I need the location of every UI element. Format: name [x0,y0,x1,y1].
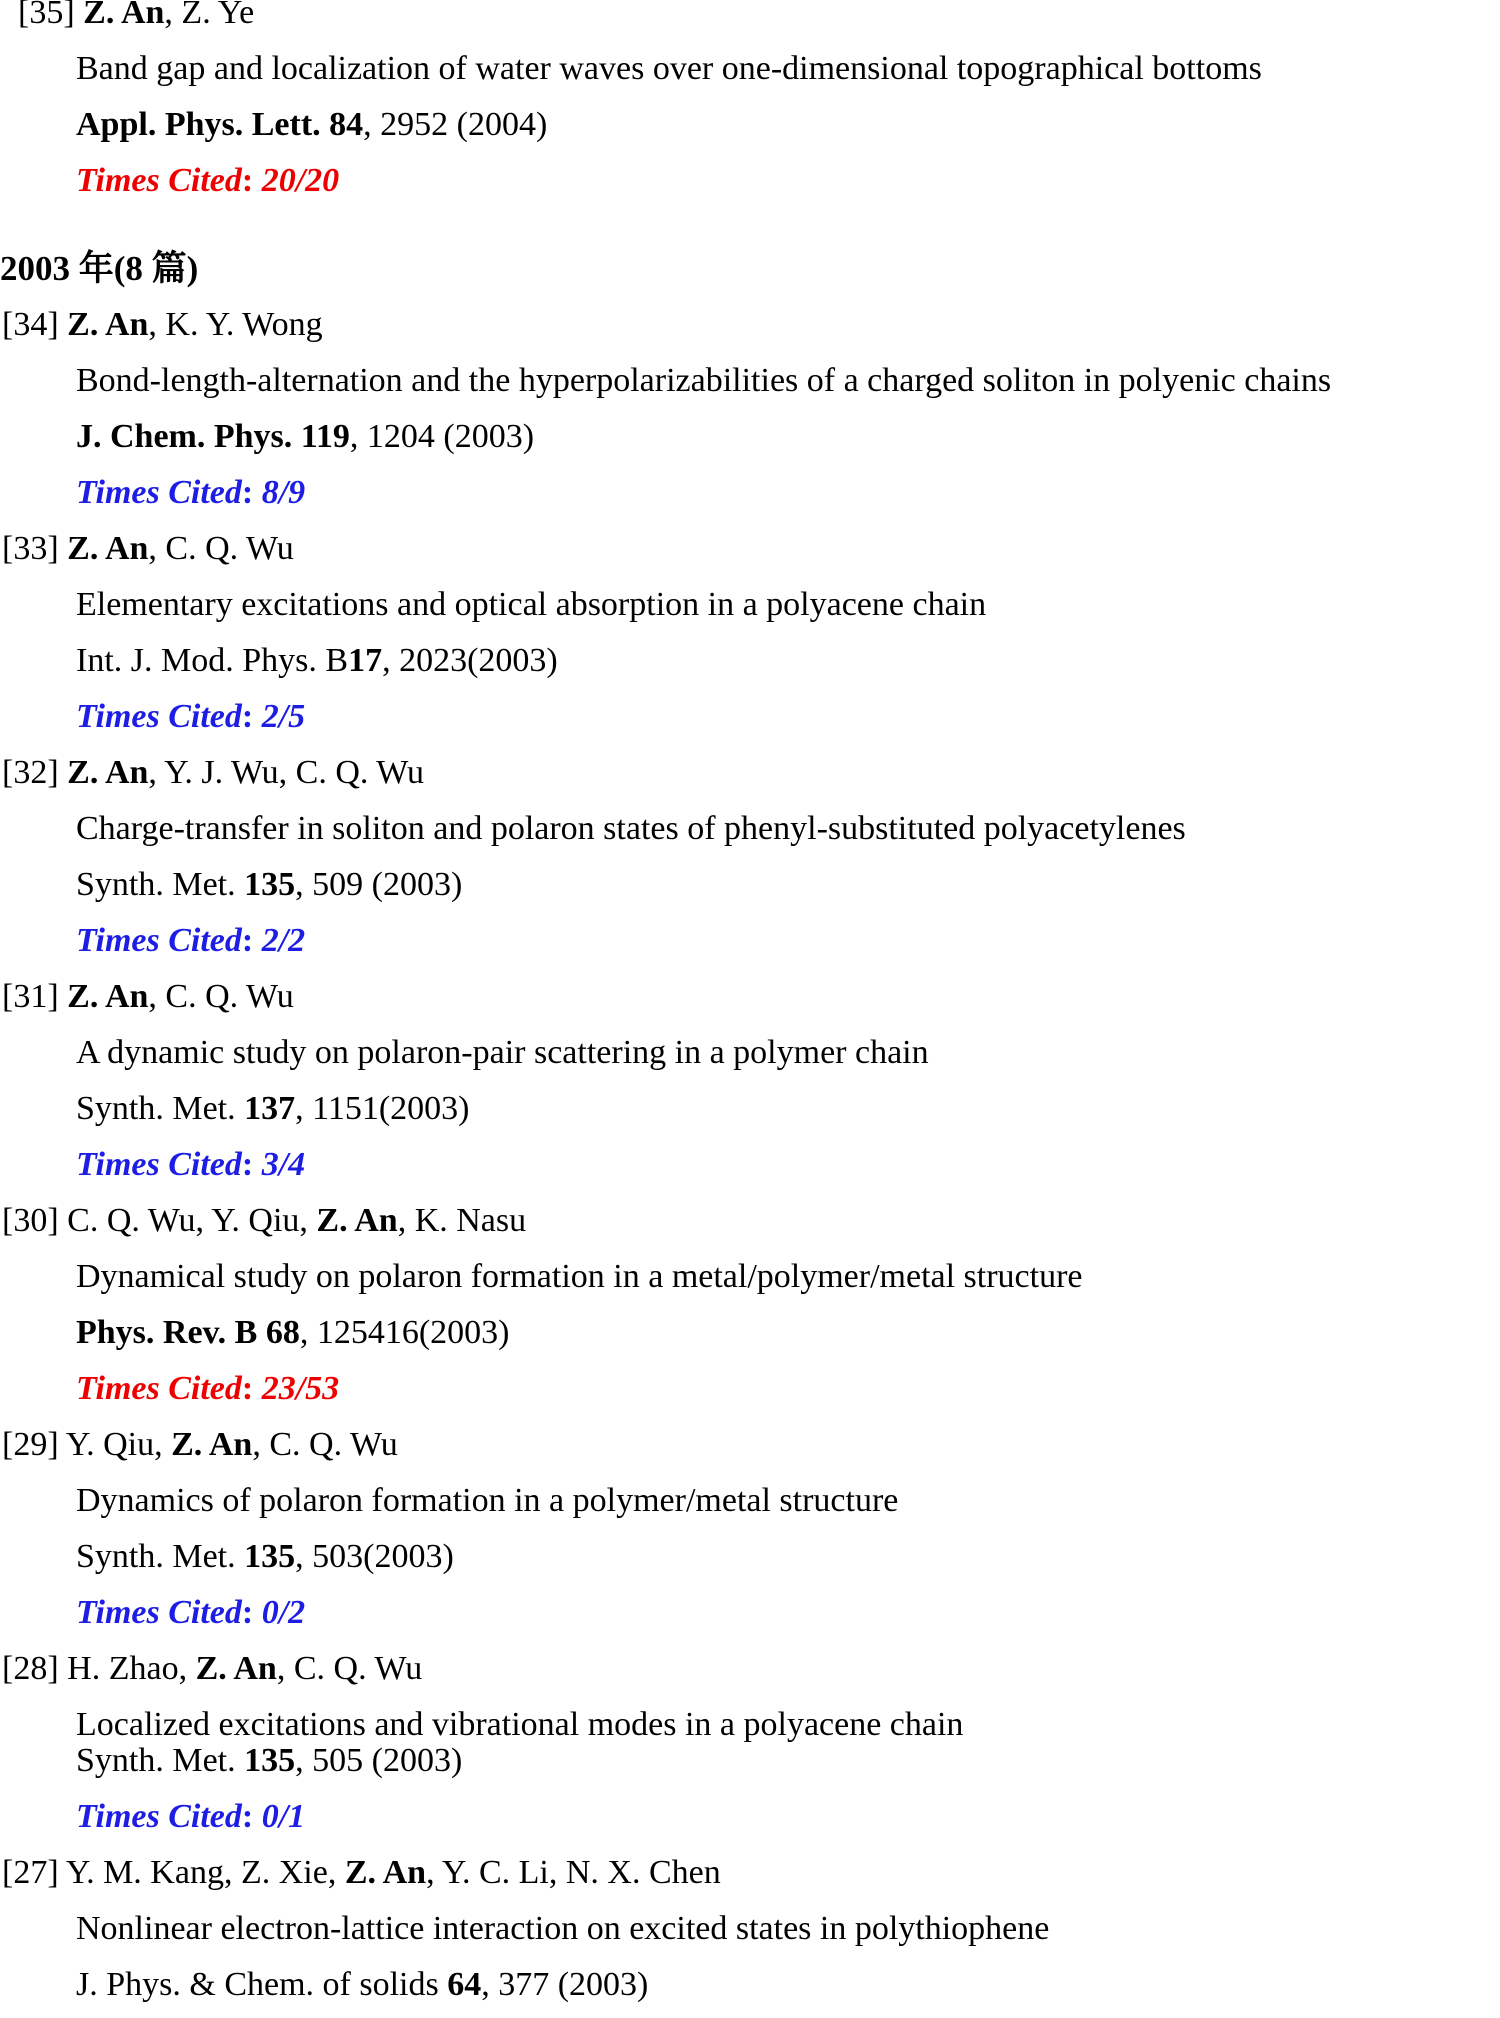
entry-number: [31] [2,978,59,1015]
entry-times-cited [0,465,1490,521]
times-cited-label: Times Cited [76,1594,242,1631]
publication-section [0,0,1490,209]
entry-title: Nonlinear electron-lattice interaction on excited states in polythiophene [76,1910,1050,1947]
entry-title: Band gap and localization of water waves over one-dimensional topographical bottoms [76,50,1262,87]
entry-journal [0,1529,1490,1585]
entry-number: [29] [2,1426,59,1463]
entry-journal [0,857,1490,913]
times-cited-value: 20/20 [261,162,340,199]
times-cited-value: 23/53 [261,1370,340,1407]
times-cited-separator: : [241,1798,262,1835]
text-segment: , 2952 (2004) [363,106,548,143]
times-cited-label: Times Cited [76,1798,242,1835]
text-segment: Z. An [67,754,149,791]
entry-authors-line [0,745,1490,801]
times-cited-separator: : [241,162,262,199]
text-segment: Z. An [67,978,149,1015]
entry-journal [0,409,1490,465]
text-segment: 17 [348,642,383,679]
times-cited-separator: : [241,1370,262,1407]
text-segment: C. Q. Wu, Y. Qiu, [67,1202,317,1239]
entry-number: [28] [2,1650,59,1687]
text-segment: H. Zhao, [67,1650,196,1687]
entry-title: Dynamics of polaron formation in a polymer/metal structure [76,1482,899,1519]
text-segment: , Y. J. Wu, C. Q. Wu [148,754,425,791]
text-segment: , 377 (2003) [481,1966,649,2003]
times-cited-separator: : [241,1594,262,1631]
entry-authors-line [0,0,1490,41]
times-cited-value: 2/2 [261,922,306,959]
entry-number: [35] [18,0,75,31]
entry-title: Elementary excitations and optical absorption in a polyacene chain [76,586,987,623]
times-cited-label: Times Cited [76,1146,242,1183]
text-segment: Z. An [171,1426,253,1463]
text-segment: 137 [244,1090,296,1127]
text-segment: , 1151(2003) [295,1090,470,1127]
text-segment: , C. Q. Wu [276,1650,423,1687]
entry-journal [0,1081,1490,1137]
text-segment: Phys. Rev. B 68 [76,1314,300,1351]
times-cited-label: Times Cited [76,162,242,199]
times-cited-label: Times Cited [76,698,242,735]
publication-entry [0,1417,1490,1641]
text-segment: , 2023(2003) [382,642,558,679]
publication-section [0,241,1490,2013]
times-cited-value: 0/1 [261,1798,306,1835]
times-cited-separator: : [241,474,262,511]
text-segment: , 509 (2003) [295,866,463,903]
publication-entry [0,521,1490,745]
entry-number: [30] [2,1202,59,1239]
entry-number: [32] [2,754,59,791]
text-segment: J. Chem. Phys. 119 [76,418,350,455]
entry-title: A dynamic study on polaron-pair scattering in a polymer chain [76,1034,929,1071]
text-segment: , Z. Ye [164,0,255,31]
times-cited-value: 8/9 [261,474,306,511]
text-segment: , C. Q. Wu [252,1426,398,1463]
text-segment: , C. Q. Wu [148,530,294,567]
text-segment: Z. An [344,1854,427,1891]
text-segment: Z. An [83,0,165,31]
entry-authors-line [0,1193,1490,1249]
entry-times-cited [0,689,1490,745]
text-segment: , 125416(2003) [299,1314,510,1351]
entry-authors-line [0,969,1490,1025]
text-segment: Y. M. Kang, Z. Xie, [65,1854,345,1891]
text-segment: Y. Qiu, [65,1426,172,1463]
publication-entry [0,1845,1490,2013]
entry-journal [0,1305,1490,1361]
entry-authors-line [0,1641,1490,1697]
publication-entry [0,1193,1490,1417]
text-segment: , K. Nasu [397,1202,527,1239]
publication-entry [0,0,1490,209]
text-segment: , C. Q. Wu [148,978,294,1015]
entry-title: Charge-transfer in soliton and polaron states of phenyl-substituted polyacetylenes [76,810,1186,847]
entry-times-cited [0,913,1490,969]
times-cited-label: Times Cited [76,474,242,511]
entry-authors-line [0,297,1490,353]
entry-times-cited [0,1789,1490,1845]
entry-authors-line [0,1417,1490,1473]
text-segment: Synth. Met. [76,1538,245,1575]
entry-journal [0,633,1490,689]
entry-authors-line [0,521,1490,577]
text-segment: Appl. Phys. Lett. 84 [76,106,364,143]
year-heading: 2003 年(8 篇) [0,249,199,288]
times-cited-value: 0/2 [261,1594,306,1631]
text-segment: 135 [244,1538,296,1575]
times-cited-separator: : [241,1146,262,1183]
text-segment: , 503(2003) [295,1538,454,1575]
publication-entry [0,297,1490,521]
times-cited-separator: : [241,698,262,735]
times-cited-value: 3/4 [261,1146,306,1183]
text-segment: , Y. C. Li, N. X. Chen [426,1854,721,1891]
text-segment: , 505 (2003) [295,1742,463,1779]
entry-title: Localized excitations and vibrational modes in a polyacene chain [76,1706,964,1743]
entry-times-cited [0,1361,1490,1417]
times-cited-value: 2/5 [261,698,306,735]
times-cited-separator: : [241,922,262,959]
text-segment: 135 [244,1742,296,1779]
times-cited-label: Times Cited [76,1370,242,1407]
text-segment: Int. J. Mod. Phys. B [76,642,349,679]
entry-title: Bond-length-alternation and the hyperpolarizabilities of a charged soliton in polyenic chains [76,362,1332,399]
text-segment: Z. An [67,530,149,567]
entry-times-cited [0,1137,1490,1193]
entry-times-cited [0,153,1490,209]
times-cited-label: Times Cited [76,922,242,959]
publication-entry [0,745,1490,969]
text-segment: Z. An [67,306,149,343]
entry-title: Dynamical study on polaron formation in a metal/polymer/metal structure [76,1258,1083,1295]
text-segment: 135 [244,866,296,903]
entry-times-cited [0,1585,1490,1641]
entry-authors-line [0,1845,1490,1901]
publication-entry [0,1641,1490,1845]
text-segment: 64 [447,1966,482,2003]
text-segment: Z. An [316,1202,398,1239]
text-segment: , 1204 (2003) [349,418,535,455]
publication-entry [0,969,1490,1193]
entry-journal [0,97,1490,153]
entry-journal [0,1957,1490,2013]
text-segment: , K. Y. Wong [148,306,323,343]
text-segment: Synth. Met. [76,1090,245,1127]
entry-number: [33] [2,530,59,567]
text-segment: J. Phys. & Chem. of solids [76,1966,448,2003]
text-segment: Synth. Met. [76,866,245,903]
text-segment: Z. An [195,1650,277,1687]
entry-number: [27] [2,1854,59,1891]
entry-number: [34] [2,306,59,343]
text-segment: Synth. Met. [76,1742,245,1779]
